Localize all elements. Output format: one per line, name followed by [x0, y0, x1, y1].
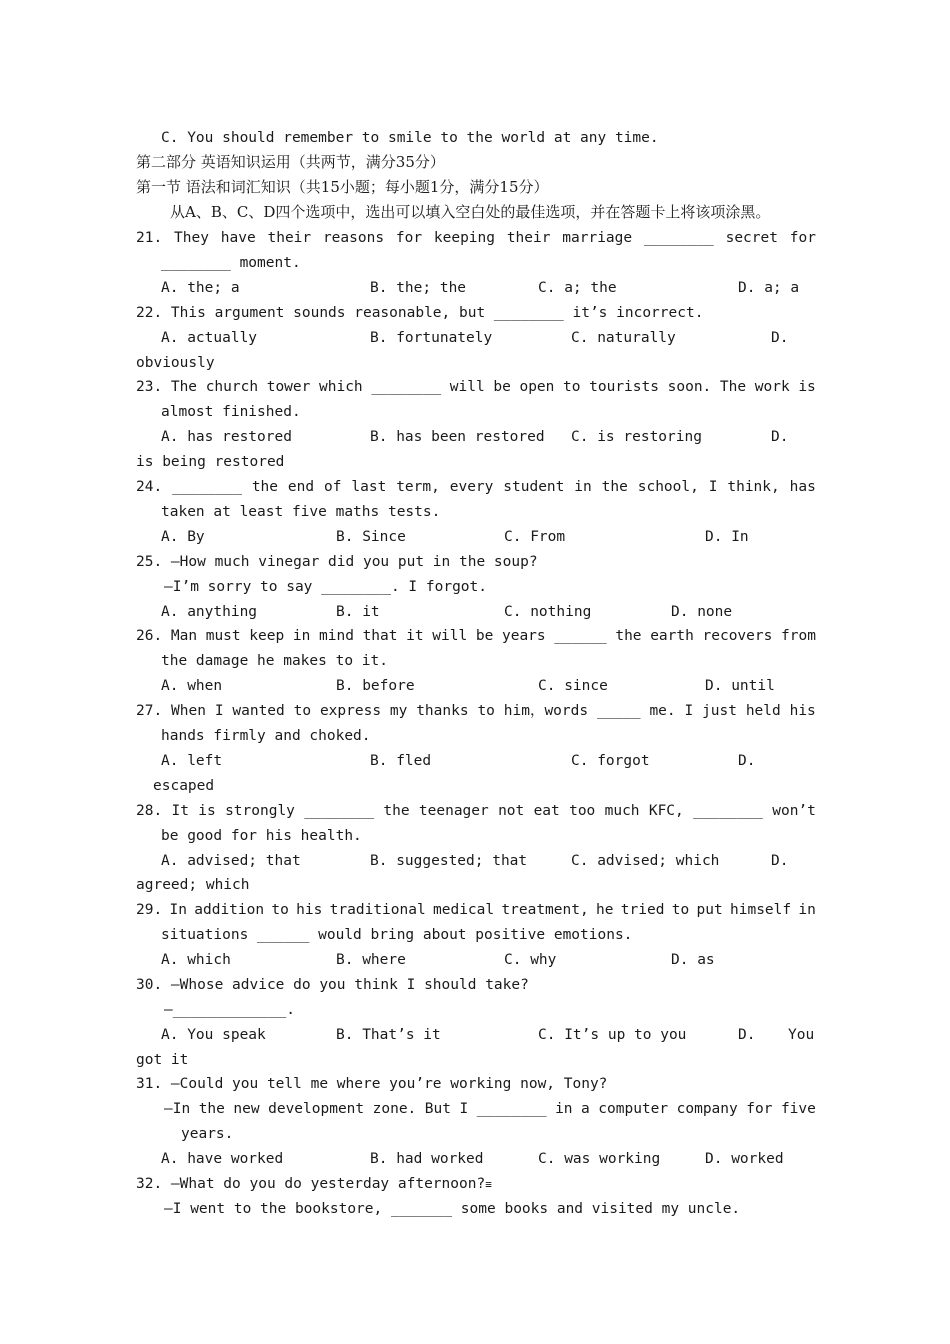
question-25-reply: —I’m sorry to say ________. I forgot.: [164, 579, 488, 595]
option-b[interactable]: B. suggested; that: [370, 853, 528, 869]
question-28-option-d-text: agreed; which: [136, 877, 250, 893]
option-b[interactable]: B. fled: [370, 753, 432, 769]
option-c[interactable]: C. advised; which: [571, 853, 720, 869]
option-d[interactable]: D. worked: [705, 1151, 784, 1167]
question-25: 25. —How much vinegar did you put in the soup?: [136, 554, 538, 570]
option-c[interactable]: C. It’s up to you: [538, 1027, 687, 1043]
option-a[interactable]: A. the; a: [161, 280, 240, 296]
option-d-text: You: [788, 1027, 815, 1043]
option-d[interactable]: D. In: [705, 529, 749, 545]
question-24-continued: taken at least five maths tests.: [161, 504, 441, 520]
option-b[interactable]: B. the; the: [370, 280, 467, 296]
option-b[interactable]: B. it: [336, 604, 380, 620]
question-22-options: [0, 329, 950, 347]
option-d[interactable]: D.: [738, 1027, 756, 1043]
option-c[interactable]: C. From: [504, 529, 566, 545]
question-30-option-d-text-continued: got it: [136, 1052, 189, 1068]
option-c[interactable]: C. why: [504, 952, 557, 968]
question-25-options: [0, 603, 950, 621]
question-26-continued: the damage he makes to it.: [161, 653, 388, 669]
question-21-continued: ________ moment.: [161, 255, 301, 271]
question-26: 26. Man must keep in mind that it will be years ______ the earth recovers from: [136, 628, 816, 644]
option-d[interactable]: D. until: [705, 678, 775, 694]
option-c[interactable]: C. forgot: [571, 753, 650, 769]
option-b[interactable]: B. had worked: [370, 1151, 484, 1167]
option-c[interactable]: C. was working: [538, 1151, 661, 1167]
option-c[interactable]: C. nothing: [504, 604, 592, 620]
option-a[interactable]: A. left: [161, 753, 223, 769]
option-d[interactable]: D. a; a: [738, 280, 800, 296]
option-b[interactable]: B. fortunately: [370, 330, 493, 346]
question-29-continued: situations ______ would bring about positive emotions.: [161, 927, 633, 943]
option-c[interactable]: C. since: [538, 678, 608, 694]
question-29-options: [0, 951, 950, 969]
option-d[interactable]: D.: [771, 330, 789, 346]
option-c[interactable]: C. naturally: [571, 330, 676, 346]
question-31-options: [0, 1150, 950, 1168]
question-23: 23. The church tower which ________ will be open to tourists soon. The work is: [136, 379, 816, 395]
instruction-text: 从A、B、C、D四个选项中，选出可以填入空白处的最佳选项，并在答题卡上将该项涂黑。: [170, 203, 771, 221]
question-23-option-d-text: is being restored: [136, 454, 285, 470]
option-a[interactable]: A. By: [161, 529, 205, 545]
question-30-options: [0, 1026, 950, 1044]
option-b[interactable]: B. has been restored: [370, 429, 545, 445]
question-26-options: [0, 677, 950, 695]
previous-question-option-c: C. You should remember to smile to the world at any time.: [161, 130, 659, 146]
option-d[interactable]: D.: [771, 853, 789, 869]
question-21: 21. They have their reasons for keeping their marriage ________ secret for: [136, 230, 816, 246]
question-23-continued: almost finished.: [161, 404, 301, 420]
question-28-options: [0, 852, 950, 870]
option-c[interactable]: C. is restoring: [571, 429, 702, 445]
section-one-heading: 第一节 语法和词汇知识（共15小题；每小题1分，满分15分）: [136, 178, 549, 196]
option-a[interactable]: A. when: [161, 678, 223, 694]
question-32-reply: —I went to the bookstore, _______ some books and visited my uncle.: [164, 1201, 741, 1217]
option-b[interactable]: B. before: [336, 678, 415, 694]
option-a[interactable]: A. actually: [161, 330, 258, 346]
question-28-continued: be good for his health.: [161, 828, 362, 844]
question-24: 24. ________ the end of last term, every student in the school, I think, has: [136, 479, 816, 495]
option-a[interactable]: A. which: [161, 952, 231, 968]
question-28: 28. It is strongly ________ the teenager not eat too much KFC, ________ won’t: [136, 803, 816, 819]
option-a[interactable]: A. advised; that: [161, 853, 301, 869]
question-30-reply: —_____________.: [164, 1002, 295, 1018]
option-b[interactable]: B. where: [336, 952, 406, 968]
option-a[interactable]: A. You speak: [161, 1027, 266, 1043]
question-27-option-d-text: escaped: [153, 778, 215, 794]
question-22: 22. This argument sounds reasonable, but ________ it’s incorrect.: [136, 305, 704, 321]
question-31-reply-continued: years.: [181, 1126, 234, 1142]
option-a[interactable]: A. have worked: [161, 1151, 284, 1167]
option-d[interactable]: D. none: [671, 604, 733, 620]
question-24-options: [0, 528, 950, 546]
option-b[interactable]: B. Since: [336, 529, 406, 545]
part-two-heading: 第二部分 英语知识运用（共两节，满分35分）: [136, 153, 445, 171]
question-29: 29. In addition to his traditional medical treatment, he tried to put himself in: [136, 902, 816, 918]
option-c[interactable]: C. a; the: [538, 280, 617, 296]
option-b[interactable]: B. That’s it: [336, 1027, 441, 1043]
question-31: 31. —Could you tell me where you’re working now, Tony?: [136, 1076, 608, 1092]
question-27-options: [0, 752, 950, 770]
question-23-options: [0, 428, 950, 446]
option-d[interactable]: D.: [771, 429, 789, 445]
option-d[interactable]: D.: [738, 753, 756, 769]
question-30: 30. —Whose advice do you think I should take?: [136, 977, 529, 993]
question-27: 27. When I wanted to express my thanks to him，words _____ me. I just held his: [136, 703, 816, 719]
option-a[interactable]: A. has restored: [161, 429, 292, 445]
question-22-option-d-text: obviously: [136, 355, 215, 371]
question-27-continued: hands firmly and choked.: [161, 728, 371, 744]
question-32: 32. —What do you do yesterday afternoon?≡: [136, 1176, 492, 1192]
question-21-options: [0, 279, 950, 297]
stray-mark: ≡: [485, 1178, 492, 1191]
question-31-reply: —In the new development zone. But I ________ in a computer company for five: [164, 1101, 816, 1117]
option-d[interactable]: D. as: [671, 952, 715, 968]
option-a[interactable]: A. anything: [161, 604, 258, 620]
